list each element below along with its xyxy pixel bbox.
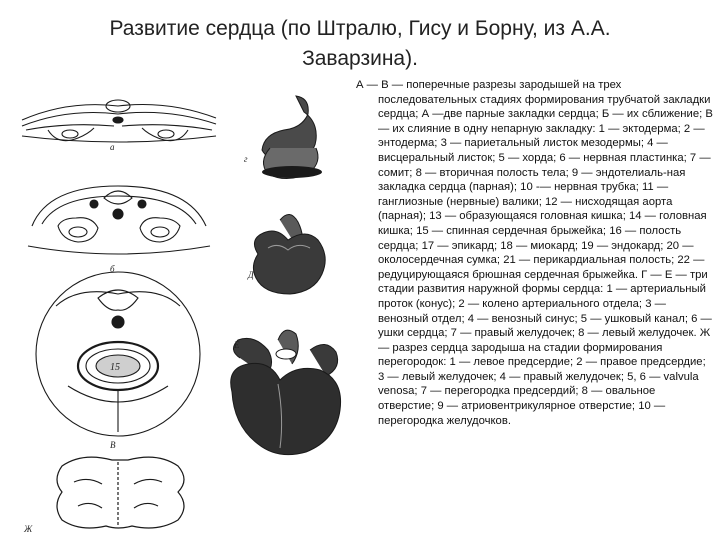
figure-caption [356, 78, 714, 428]
label-number-15: 15 [110, 362, 120, 373]
label-stage-a: а [110, 142, 115, 152]
heart-stage-d-drawing [253, 214, 325, 294]
section-v-drawing [36, 272, 200, 436]
title-line-2: Заварзина). [302, 47, 418, 70]
label-stage-g: г [244, 154, 248, 164]
title-line-1: Развитие сердца (по Штралю, Гису и Борну, из А.А. [109, 17, 611, 40]
section-zh-drawing [57, 457, 184, 528]
caption-text: А — В — поперечные разрезы зародышей на трех последовательных стадиях формирования трубчатой закладки сердца; А —две парные закладки сердца; Б — их сближение; В — их слияние в одну непарную закладку: 1 — эктодерма; 2 — энтодерма; 3 — париетальный листок мезодермы; 4 — висцеральный листок; 5 — хорда; 6 — нервная пластинка; 7 — сомит; 8 — вторичная полость тела; 9 — эндотелиаль-ная закладка сердца (парная); 10 -— нервная трубка; 11 — ганглиозные (нервные) валики; 12 — нисходящая аорта (парная); 13 — образующаяся головная кишка; 14 — головная кишка; 15 — спинная сердечная брыжейка; 16 — полость сердца; 17 — эпикард; 18 — миокард; 19 — эндокард; 20 — околосердечная сумка; 21 — перикардиальная полость; 22 — редуцирующаяся брюшная сердечная брыжейка. Г — Е — три стадии развития наружной формы сердца: 1 — артериальный проток (конус); 2 — колено артериального отдела; 3 — венозный отдел; 4 — венозный синус; 5 — ушковый канал; 6 — ушки сердца; 7 — правый желудочек; 8 — левый желудочек. Ж — разрез сердца зародыша на стадии формирования перегородок: 1 — левое предсердие; 2 — правое предсердие; 3 — левый желудочек; 4 — правый желудочек; 5, 6 — valvula venosa; 7 — перегородка предсердий; 8 — овальное отверстие; 9 — атриовентрикулярное отверстие; 10 — перегородка желудочков. [356, 79, 713, 427]
heart-stage-e-drawing [231, 330, 341, 455]
section-a-drawing [22, 100, 216, 142]
cross-section-figure [18, 86, 220, 536]
label-stage-b: б [110, 264, 115, 274]
label-stage-zh: Ж [24, 524, 33, 534]
heart-shape-figure [218, 88, 348, 536]
heart-stage-g-drawing [262, 96, 322, 179]
label-stage-e: Е [234, 340, 240, 350]
slide-title [60, 14, 660, 74]
label-stage-d: Д [248, 270, 254, 280]
label-stage-v: В [110, 440, 116, 450]
section-b-drawing [28, 186, 210, 254]
